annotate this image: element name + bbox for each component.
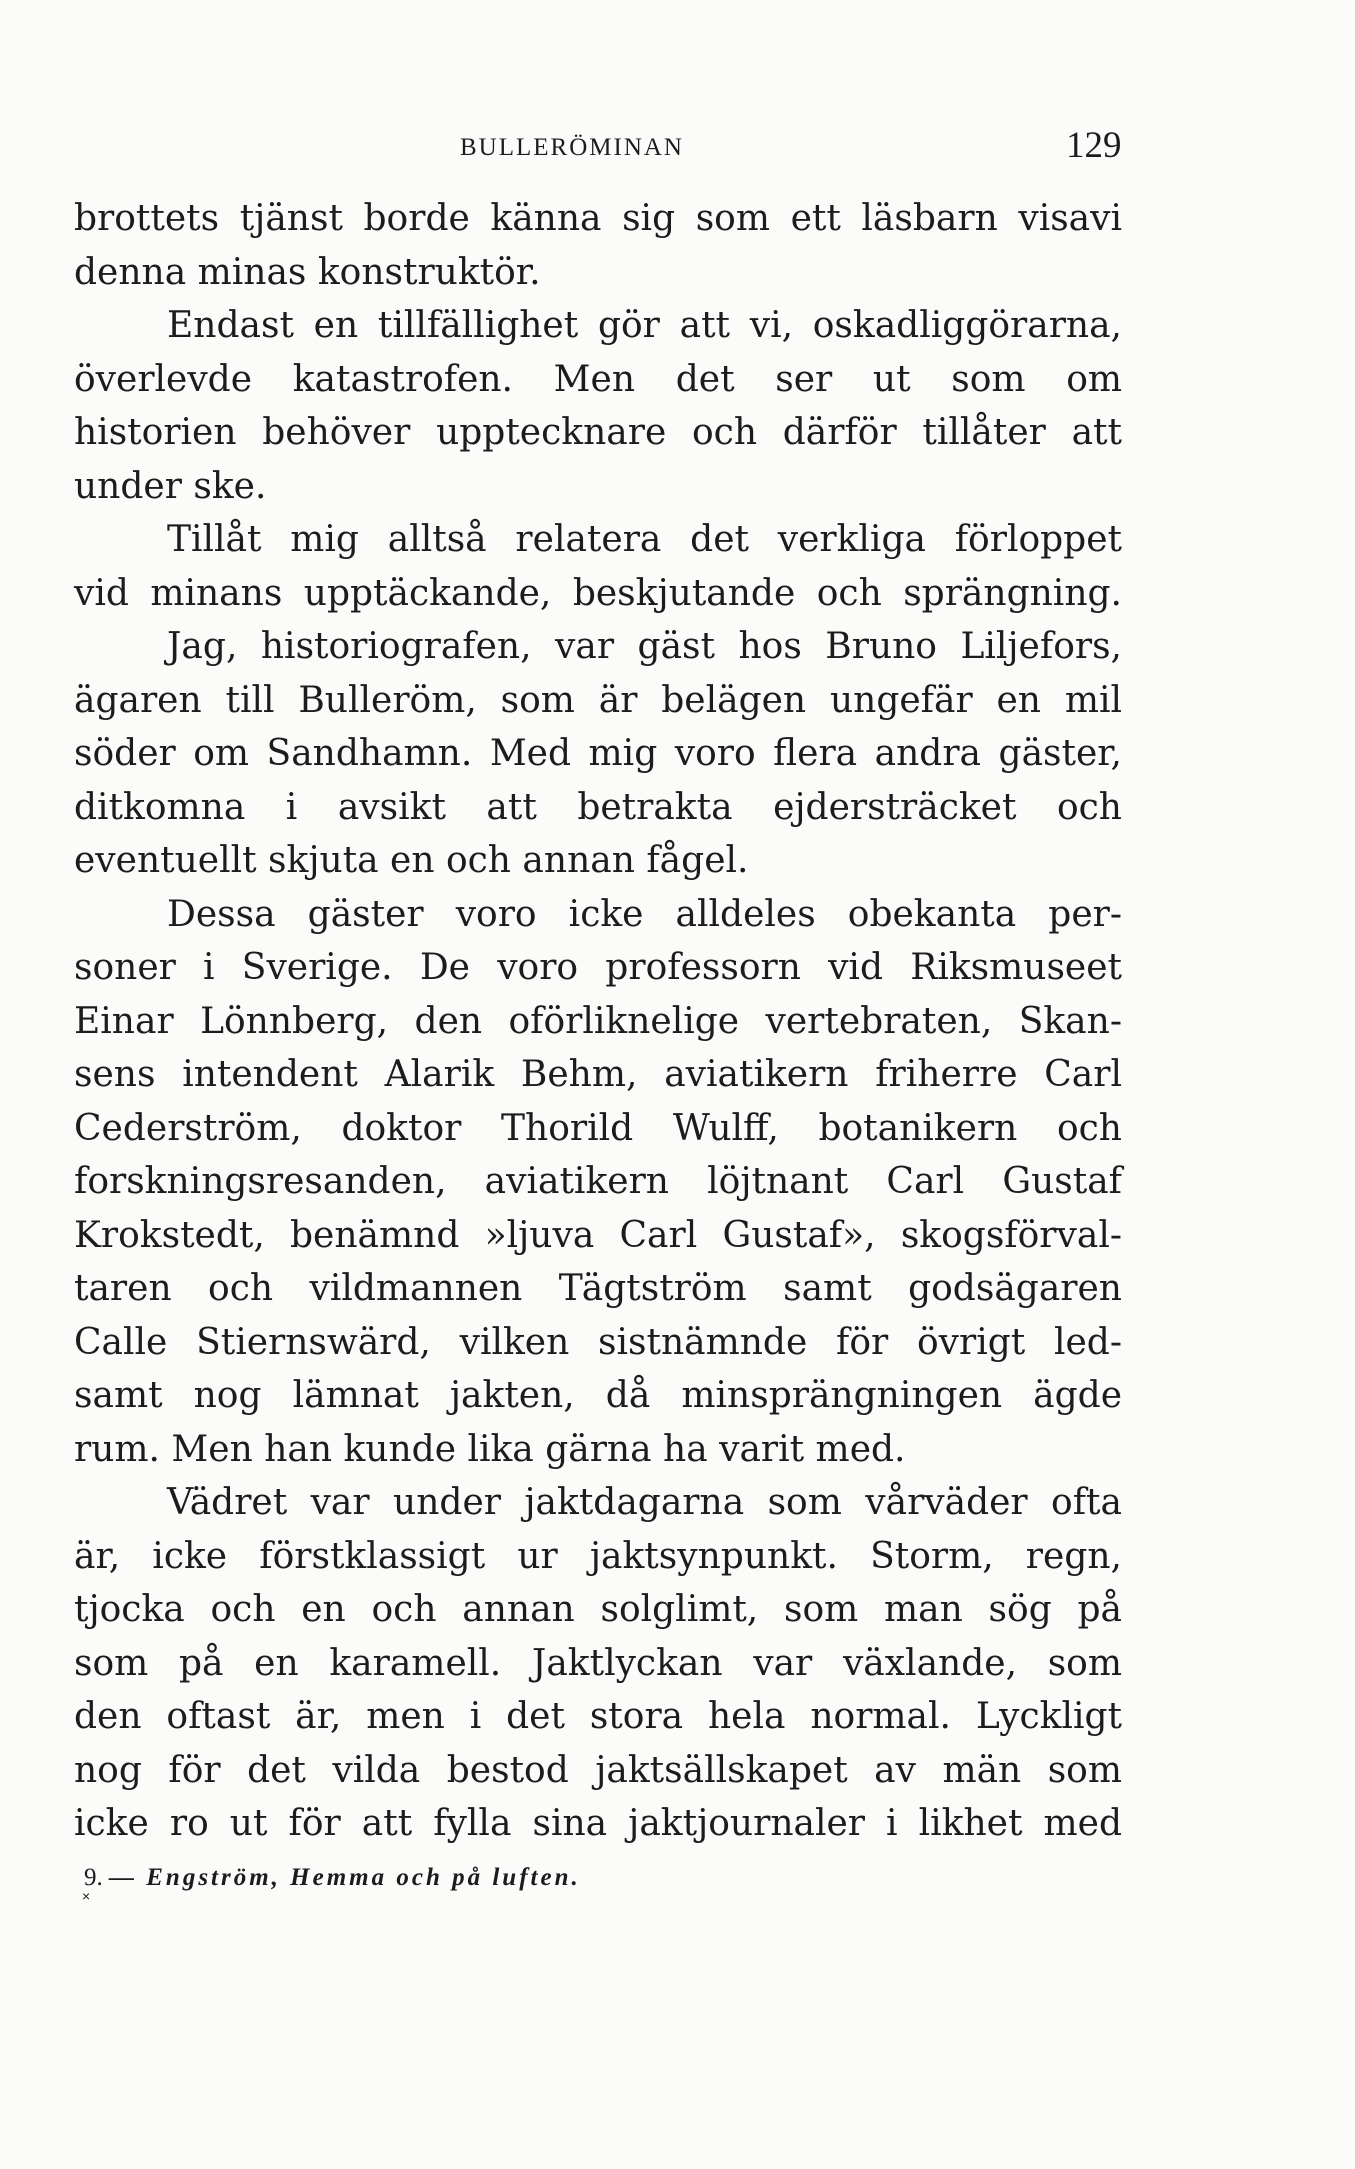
text-line: soner i Sverige. De voro professorn vid Riksmuseet bbox=[74, 947, 1122, 988]
text-line: Einar Lönnberg, den oförliknelige vertebraten, Skan- bbox=[74, 1000, 1122, 1042]
text-line: denna minas konstruktör. bbox=[74, 251, 541, 293]
text-line: Jag, historiografen, var gäst hos Bruno Liljefors, bbox=[167, 626, 1122, 667]
text-line: är, icke förstklassigt ur jaktsynpunkt. Storm, regn, bbox=[74, 1535, 1122, 1577]
text-line: Endast en tillfällighet gör att vi, oskadliggörarna, bbox=[167, 305, 1122, 346]
text-line: taren och vildmannen Tägtström samt godsägaren bbox=[74, 1268, 1122, 1309]
text-line: icke ro ut för att fylla sina jaktjournaler i likhet med bbox=[74, 1803, 1122, 1844]
running-head: BULLERÖMINAN bbox=[460, 134, 684, 161]
text-line: Cederström, doktor Thorild Wulff, botanikern och bbox=[74, 1107, 1122, 1149]
text-line: historien behöver upptecknare och därför tillåter att bbox=[74, 412, 1122, 453]
text-line: vid minans upptäckande, beskjutande och sprängning. bbox=[74, 572, 1122, 614]
text-line: under ske. bbox=[74, 465, 267, 507]
text-line: den oftast är, men i det stora hela normal. Lyckligt bbox=[74, 1696, 1122, 1737]
text-line: Dessa gäster voro icke alldeles obekanta per- bbox=[167, 893, 1122, 935]
text-line: överlevde katastrofen. Men det ser ut som om bbox=[74, 358, 1122, 400]
printer-signature: 9. bbox=[84, 1864, 103, 1891]
text-line: Tillåt mig alltså relatera det verkliga förloppet bbox=[167, 519, 1122, 560]
text-line: Krokstedt, benämnd »ljuva Carl Gustaf», skogsförval- bbox=[74, 1214, 1122, 1256]
page-number: 129 bbox=[1066, 125, 1122, 166]
text-line: ägaren till Bulleröm, som är belägen ungefär en mil bbox=[74, 679, 1122, 721]
signature-mark: × bbox=[82, 1888, 91, 1904]
text-line: sens intendent Alarik Behm, aviatikern friherre Carl bbox=[74, 1054, 1122, 1095]
text-line: ditkomna i avsikt att betrakta ejdersträcket och bbox=[74, 786, 1122, 828]
text-line: samt nog lämnat jakten, då minsprängningen ägde bbox=[74, 1375, 1122, 1416]
text-line: söder om Sandhamn. Med mig voro flera andra gäster, bbox=[74, 733, 1122, 774]
text-line: eventuellt skjuta en och annan fågel. bbox=[74, 840, 749, 881]
text-line: forskningsresanden, aviatikern löjtnant Carl Gustaf bbox=[74, 1161, 1122, 1202]
text-line: brottets tjänst borde känna sig som ett läsbarn visavi bbox=[74, 198, 1122, 239]
text-line: som på en karamell. Jaktlyckan var växlande, som bbox=[74, 1642, 1122, 1684]
footer-signature-line bbox=[84, 1864, 581, 1892]
text-line: nog för det vilda bestod jaktsällskapet av män som bbox=[74, 1749, 1122, 1791]
text-line: Vädret var under jaktdagarna som vårväder ofta bbox=[167, 1482, 1122, 1523]
text-line: Calle Stiernswärd, vilken sistnämnde för övrigt led- bbox=[74, 1321, 1122, 1363]
body-text bbox=[74, 192, 1122, 1851]
text-line: tjocka och en och annan solglimt, som man sög på bbox=[74, 1589, 1122, 1630]
footer-book-title: — Engström, Hemma och på luften. bbox=[109, 1864, 581, 1891]
text-line: rum. Men han kunde lika gärna ha varit med. bbox=[74, 1428, 906, 1470]
